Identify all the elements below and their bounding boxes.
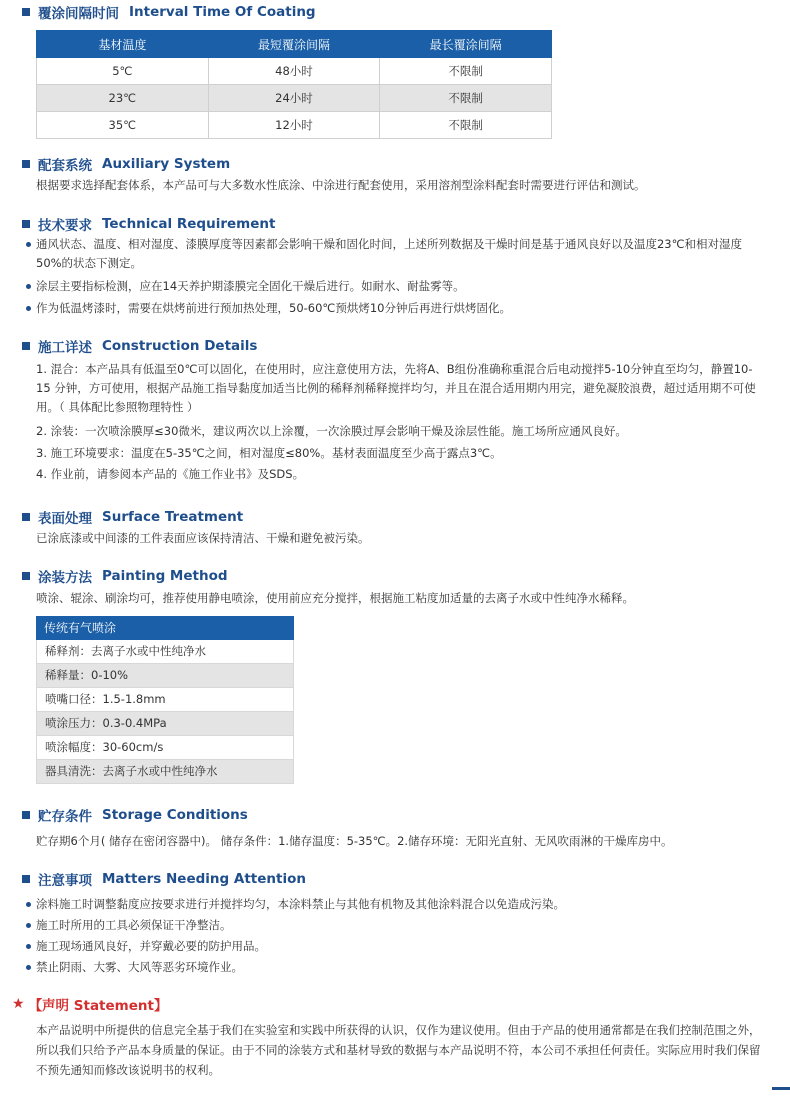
table-cell: 35℃ — [37, 112, 209, 139]
section-square-icon — [22, 8, 30, 16]
table-row — [37, 85, 552, 112]
section-square-icon — [22, 572, 30, 580]
table-cell: 不限制 — [380, 112, 552, 139]
surface-text: 已涂底漆或中间漆的工件表面应该保持清洁、干燥和避免被污染。 — [36, 531, 370, 545]
section-title-en: Storage Conditions — [102, 807, 248, 823]
section-square-icon — [22, 160, 30, 168]
section-title-en: Surface Treatment — [102, 509, 244, 525]
list-item — [22, 937, 766, 956]
table-cell: 不限制 — [380, 58, 552, 85]
list-item — [22, 299, 766, 318]
table-row: 喷涂幅度：30-60cm/s — [36, 736, 294, 760]
construction-item: 3. 施工环境要求：温度在5-35℃之间，相对湿度≤80%。基材表面温度至少高于露点3℃。 — [36, 446, 502, 460]
section-title-cn: 表面处理 — [38, 511, 92, 527]
table-row: 喷涂压力：0.3-0.4MPa — [36, 712, 294, 736]
section-title-en: Auxiliary System — [102, 156, 231, 172]
list-item — [22, 277, 766, 296]
table-cell: 不限制 — [380, 85, 552, 112]
section-title-interval — [22, 2, 316, 22]
painting-table-header: 传统有气喷涂 — [36, 616, 294, 640]
section-title-storage — [22, 805, 248, 825]
section-title-en: Matters Needing Attention — [102, 871, 306, 887]
painting-text: 喷涂、辊涂、刷涂均可，推荐使用静电喷涂，使用前应充分搅拌，根据施工粘度加适量的去离子水或中性纯净水稀释。 — [36, 591, 634, 605]
section-title-en: Construction Details — [102, 338, 258, 354]
table-header-cell: 最长覆涂间隔 — [380, 31, 552, 58]
table-cell: 48小时 — [208, 58, 380, 85]
table-row — [37, 58, 552, 85]
section-title-cn: 覆涂间隔时间 — [38, 6, 119, 22]
section-square-icon — [22, 220, 30, 228]
section-title-technical — [22, 214, 275, 234]
table-header-cell: 基材温度 — [37, 31, 209, 58]
section-title-painting — [22, 566, 228, 586]
section-square-icon — [22, 875, 30, 883]
table-row — [37, 112, 552, 139]
section-title-surface — [22, 507, 243, 527]
construction-item: 2. 涂装：一次喷涂膜厚≤30微米，建议两次以上涂覆，一次涂膜过厚会影响干燥及涂层性能。施工场所应通风良好。 — [36, 424, 627, 438]
table-row: 稀释剂：去离子水或中性纯净水 — [36, 640, 294, 664]
bullet-icon — [26, 306, 31, 311]
table-cell: 24小时 — [208, 85, 380, 112]
bullet-icon — [26, 242, 31, 247]
section-title-en: Technical Requirement — [102, 216, 276, 232]
painting-method-table — [36, 616, 294, 784]
list-item — [22, 916, 766, 935]
statement-title — [12, 994, 167, 1014]
section-title-attention — [22, 869, 306, 889]
section-title-en: Painting Method — [102, 568, 228, 584]
statement-title-text: 【声明 Statement】 — [28, 998, 168, 1014]
section-title-en: Interval Time Of Coating — [129, 4, 316, 20]
auxiliary-text: 根据要求选择配套体系，本产品可与大多数水性底涂、中涂进行配套使用，采用溶剂型涂料配套时需要进行评估和测试。 — [36, 178, 646, 192]
section-title-cn: 技术要求 — [38, 218, 92, 234]
list-item-text: 涂料施工时调整黏度应按要求进行并搅拌均匀，本涂料禁止与其他有机物及其他涂料混合以免造成污染。 — [36, 897, 565, 911]
bullet-icon — [26, 284, 31, 289]
table-row: 器具清洗：去离子水或中性纯净水 — [36, 760, 294, 784]
section-title-cn: 涂装方法 — [38, 570, 92, 586]
table-header-cell: 最短覆涂间隔 — [208, 31, 380, 58]
section-square-icon — [22, 513, 30, 521]
list-item-text: 涂层主要指标检测，应在14天养护期漆膜完全固化干燥后进行。如耐水、耐盐雾等。 — [36, 279, 465, 293]
list-item — [22, 235, 766, 273]
list-item-text: 施工时所用的工具必须保证干净整洁。 — [36, 918, 232, 932]
list-item — [22, 895, 766, 914]
table-row: 喷嘴口径：1.5-1.8mm — [36, 688, 294, 712]
table-header-row — [37, 31, 552, 58]
bullet-icon — [26, 944, 31, 949]
section-title-auxiliary — [22, 154, 230, 174]
bullet-icon — [26, 923, 31, 928]
section-title-cn: 配套系统 — [38, 158, 92, 174]
storage-text: 贮存期6个月( 储存在密闭容器中)。 储存条件：1.储存温度：5-35℃。2.储存环境：无阳光直射、无风吹雨淋的干燥库房中。 — [36, 834, 673, 848]
table-cell: 23℃ — [37, 85, 209, 112]
construction-item: 4. 作业前，请参阅本产品的《施工作业书》及SDS。 — [36, 467, 305, 481]
statement-text: 本产品说明中所提供的信息完全基于我们在实验室和实践中所获得的认识，仅作为建议使用。但由于产品的使用通常都是在我们控制范围之外，所以我们只给予产品本身质量的保证。由于不同的涂装方式和基材导致的数据与本产品说明不符，本公司不承担任何责任。实际应用时我们保留不预先通知而修改该说明书的权利。 — [36, 1023, 761, 1077]
list-item-text: 通风状态、温度、相对湿度、漆膜厚度等因素都会影响干燥和固化时间，上述所列数据及干燥时间是基于通风良好以及温度23℃和相对湿度50%的状态下测定。 — [36, 237, 743, 270]
list-item-text: 施工现场通风良好，并穿戴必要的防护用品。 — [36, 939, 266, 953]
section-title-cn: 注意事项 — [38, 873, 92, 889]
list-item-text: 禁止阴雨、大雾、大风等恶劣环境作业。 — [36, 960, 243, 974]
section-title-cn: 贮存条件 — [38, 809, 92, 825]
section-title-cn: 施工详述 — [38, 340, 92, 356]
section-title-construction — [22, 336, 257, 356]
section-square-icon — [22, 811, 30, 819]
table-cell: 12小时 — [208, 112, 380, 139]
list-item — [22, 958, 766, 977]
bullet-icon — [26, 965, 31, 970]
list-item-text: 作为低温烤漆时，需要在烘烤前进行预加热处理，50-60℃预烘烤10分钟后再进行烘烤固化。 — [36, 301, 511, 315]
construction-item: 1. 混合：本产品具有低温至0℃可以固化，在使用时，应注意使用方法，先将A、B组份准确称重混合后电动搅拌5-10分钟直至均匀，静置10-15 分钟，方可使用，根据产品施工指导黏度加适当比例的稀释剂稀释搅拌均匀，并且在混合适用期内用完，避免凝胶浪费，超过适用期不可使用。（ 具体配比参照物理特性 ） — [36, 362, 756, 414]
interval-table — [36, 30, 552, 139]
table-cell: 5℃ — [37, 58, 209, 85]
bullet-icon — [26, 902, 31, 907]
section-square-icon — [22, 342, 30, 350]
star-icon: ★ — [12, 996, 25, 1012]
table-row: 稀释量：0-10% — [36, 664, 294, 688]
corner-bar — [772, 1087, 790, 1090]
